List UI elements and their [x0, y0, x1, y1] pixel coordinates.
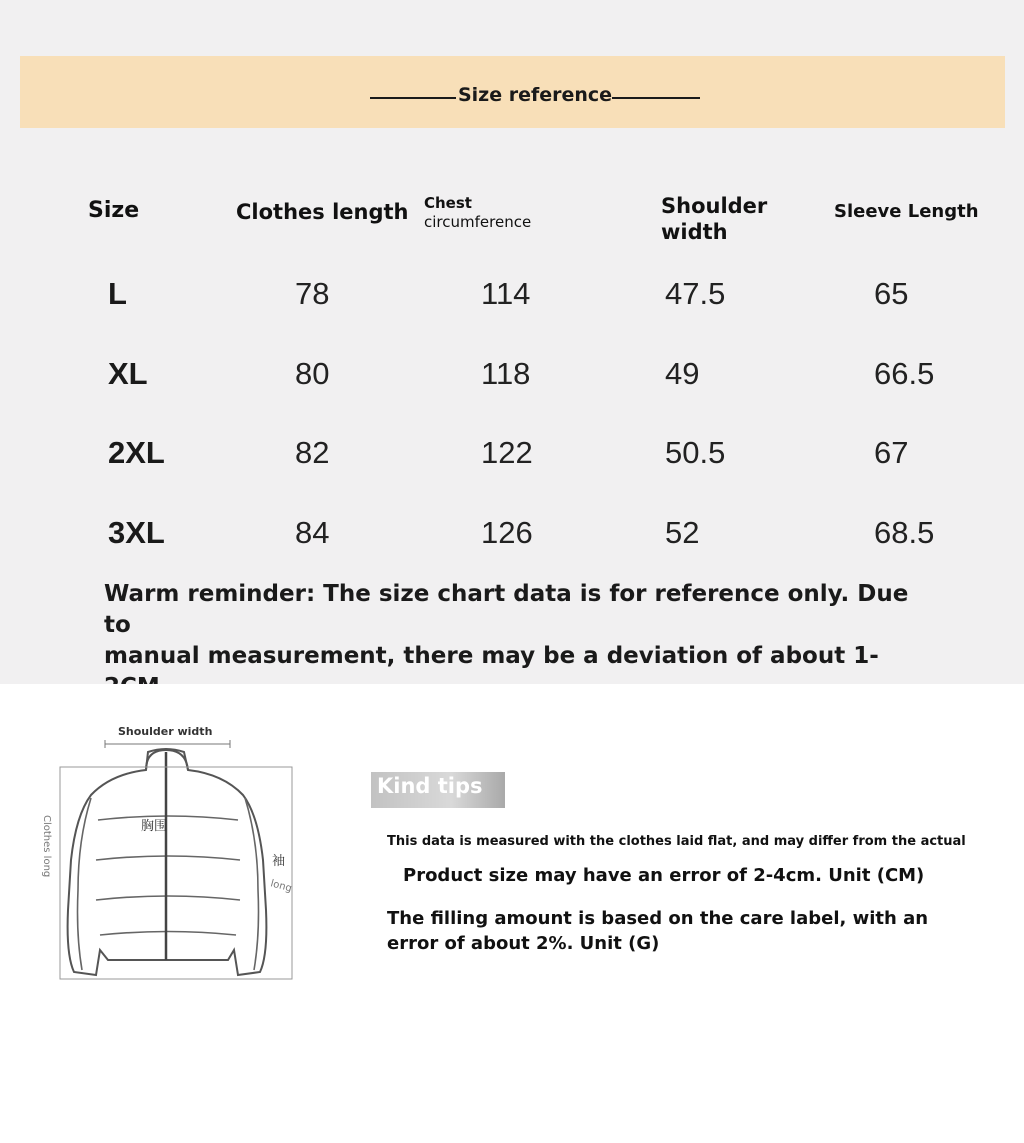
- cell-clothes-length: 78: [295, 276, 330, 311]
- cell-chest: 126: [481, 515, 533, 550]
- reminder-line2: manual measurement, there may be a deviation of about 1-: [104, 643, 879, 669]
- header-chest-line1: Chest: [424, 194, 472, 212]
- header-sleeve-length: Sleeve Length: [834, 201, 979, 222]
- header-shoulder-width: [661, 193, 767, 245]
- header-chest-line2: circumference: [424, 213, 532, 231]
- cell-shoulder: 50.5: [665, 435, 726, 470]
- page-title: Size reference: [457, 84, 613, 106]
- cell-sleeve: 65: [874, 276, 909, 311]
- cell-clothes-length: 84: [295, 515, 330, 550]
- cell-chest: 118: [481, 356, 531, 391]
- tip-size-error: Product size may have an error of 2-4cm. Unit (CM): [403, 865, 925, 886]
- cell-shoulder: 47.5: [665, 276, 726, 311]
- cell-size: 3XL: [108, 515, 165, 550]
- cell-shoulder: 52: [665, 515, 700, 550]
- cell-sleeve: 66.5: [874, 356, 935, 391]
- cell-size: L: [108, 276, 127, 311]
- cell-size: 2XL: [108, 435, 165, 470]
- cell-chest: 114: [481, 276, 531, 311]
- reminder-line1: Warm reminder: The size chart data is for reference only. Due to: [104, 581, 909, 638]
- header-size: Size: [88, 198, 140, 223]
- tip-measurement-note: This data is measured with the clothes laid flat, and may differ from the actual: [387, 834, 966, 849]
- header-shoulder-line2: width: [661, 220, 728, 244]
- shoulder-width-label: Shoulder width: [118, 725, 213, 738]
- kind-tips-badge: Kind tips: [371, 772, 505, 808]
- cell-clothes-length: 82: [295, 435, 330, 470]
- header-shoulder-line1: Shoulder: [661, 194, 768, 218]
- cell-sleeve: 67: [874, 435, 909, 470]
- cell-size: XL: [108, 356, 148, 391]
- header-chest-circumference: [424, 194, 531, 232]
- header-clothes-length: Clothes length: [236, 200, 409, 224]
- cell-chest: 122: [481, 435, 533, 470]
- sleeve-label-long: long: [269, 878, 293, 895]
- sleeve-label: 袖: [272, 854, 286, 869]
- cell-shoulder: 49: [665, 356, 700, 391]
- tip-filling-amount: The filling amount is based on the care label, with an error of about 2%. Unit (G): [387, 908, 929, 954]
- chest-label: 胸围: [141, 819, 168, 834]
- clothes-length-label: Clothes long: [41, 815, 52, 878]
- jacket-measurement-diagram: [38, 720, 308, 990]
- cell-clothes-length: 80: [295, 356, 330, 391]
- cell-sleeve: 68.5: [874, 515, 935, 550]
